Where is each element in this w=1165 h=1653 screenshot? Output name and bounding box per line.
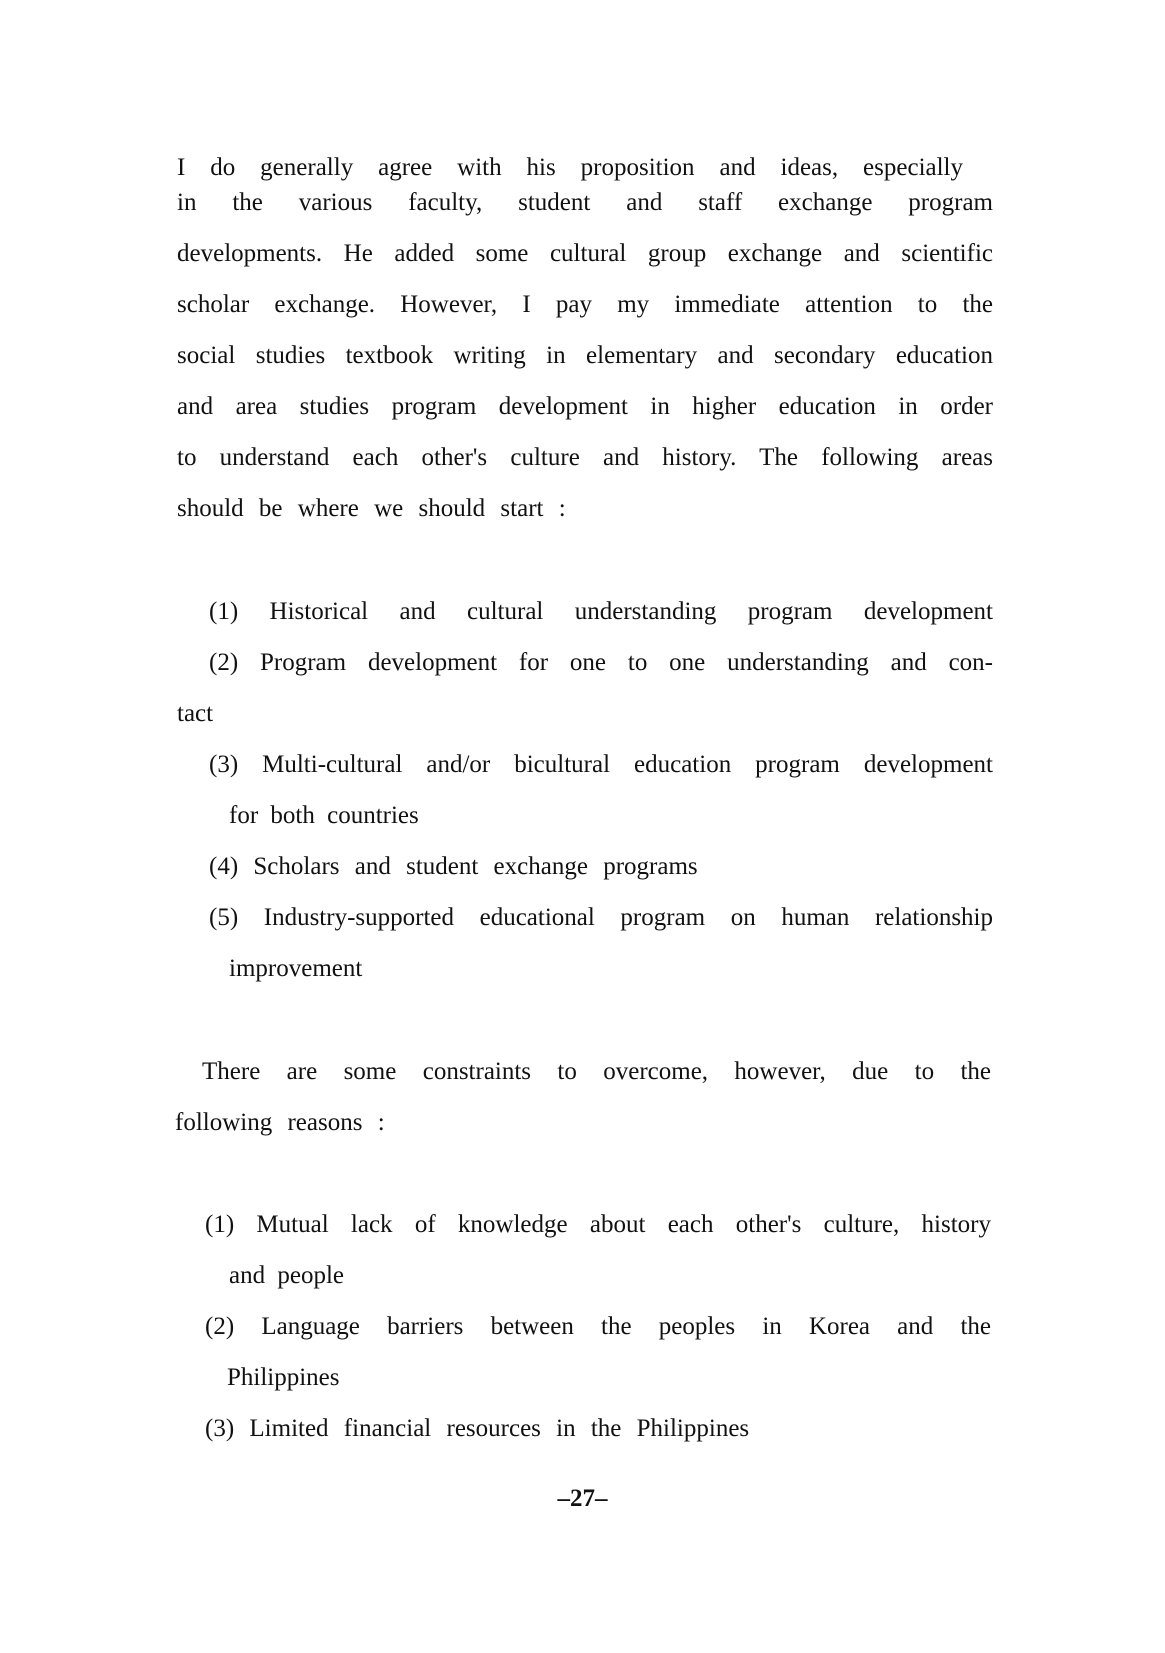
paragraph-line: should be where we should start : [177,495,566,522]
paragraph-line: developments. He added some cultural group exchange and scientific [177,240,993,267]
paragraph-line: in the various faculty, student and staff exchange program [177,189,993,216]
list-item: (4) Scholars and student exchange programs [209,853,698,880]
list-item: (2) Program development for one to one understanding and con- [209,649,993,676]
list-item-continuation: for both countries [229,802,419,829]
paragraph-line: social studies textbook writing in elementary and secondary education [177,342,993,369]
page-number: –27– [557,1485,608,1512]
list-item: (2) Language barriers between the peoples in Korea and the [205,1313,991,1340]
list-item: (3) Limited financial resources in the Philippines [205,1415,750,1442]
paragraph-line: to understand each other's culture and history. The following areas [177,444,993,471]
list-item: (1) Historical and cultural understanding program development [209,598,993,625]
paragraph-line: scholar exchange. However, I pay my immediate attention to the [177,291,993,318]
list-item-continuation: tact [177,700,214,727]
paragraph-line: There are some constraints to overcome, however, due to the [202,1058,991,1085]
list-item: (3) Multi-cultural and/or bicultural education program development [209,751,993,778]
list-item-continuation: improvement [229,955,363,982]
list-item-continuation: Philippines [227,1364,340,1391]
list-item-continuation: and people [229,1262,344,1289]
paragraph-line: I do generally agree with his proposition and ideas, especially [177,154,963,181]
paragraph-line: following reasons : [175,1109,385,1136]
paragraph-line: and area studies program development in higher education in order [177,393,993,420]
list-item: (5) Industry-supported educational program on human relationship [209,904,993,931]
list-item: (1) Mutual lack of knowledge about each other's culture, history [205,1211,991,1238]
